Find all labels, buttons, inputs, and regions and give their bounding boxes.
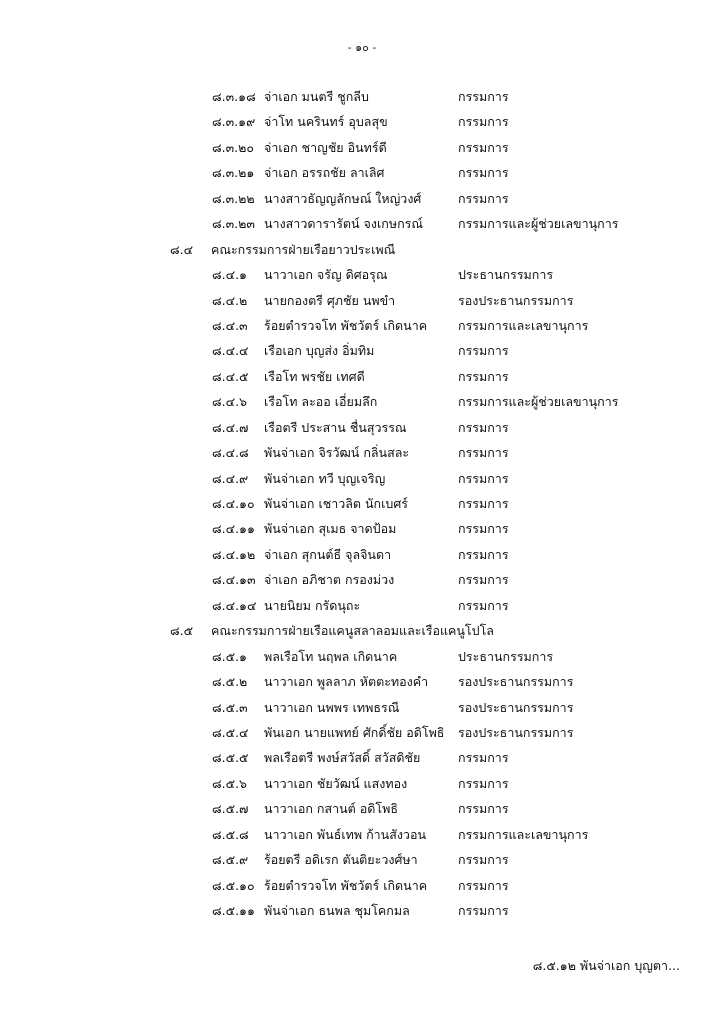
- member-role: กรรมการ: [458, 750, 509, 766]
- member-role: กรรมการ: [458, 419, 509, 435]
- continuation-note: ๘.๕.๑๒ พันจ่าเอก บุญตา...: [532, 958, 680, 973]
- section-title: คณะกรรมการฝ่ายเรือแคนูสลาลอมและเรือแคนูโปโล: [211, 623, 494, 639]
- member-name: พันจ่าเอก ทวี บุญเจริญ: [264, 470, 386, 486]
- member-row: [0, 135, 724, 160]
- member-role: ประธานกรรมการ: [458, 267, 554, 283]
- member-row: [0, 669, 724, 694]
- item-number: ๘.๔.๔: [212, 343, 249, 359]
- member-name: เรือโท ละออ เอี่ยมลึก: [264, 394, 378, 410]
- member-role: กรรมการ: [458, 546, 509, 562]
- item-number: ๘.๔.๖: [212, 394, 247, 410]
- member-name: จ่าเอก สุกนต์ธี จุลจินดา: [264, 546, 392, 562]
- member-row: [0, 288, 724, 313]
- item-number: ๘.๓.๒๒: [212, 190, 255, 206]
- member-role: กรรมการ: [458, 877, 509, 893]
- member-name: พันจ่าเอก สุเมธ จาดป้อม: [264, 521, 397, 537]
- member-role: กรรมการ: [458, 165, 509, 181]
- member-name: ร้อยตรี อดิเรก ตันติยะวงศ์ษา: [264, 852, 418, 868]
- item-number: ๘.๔.๕: [212, 368, 249, 384]
- item-number: ๘.๔.๑๓: [212, 572, 256, 588]
- member-name: นาวาเอก จรัญ ดิศอรุณ: [264, 267, 388, 283]
- member-name: เรือโท พรชัย เทศดี: [264, 368, 365, 384]
- member-row: [0, 440, 724, 465]
- member-name: จ่าเอก อรรถชัย ลาเลิศ: [264, 165, 385, 181]
- committee-list: [0, 84, 724, 923]
- member-name: พลเรือโท นฤพล เกิดนาค: [264, 648, 398, 664]
- item-number: ๘.๔.๑๐: [212, 496, 255, 511]
- member-row: [0, 211, 724, 236]
- member-role: กรรมการและเลขานุการ: [458, 826, 589, 842]
- member-row: [0, 491, 724, 516]
- member-row: [0, 389, 724, 414]
- member-role: กรรมการ: [458, 89, 509, 104]
- member-role: กรรมการ: [458, 139, 509, 155]
- member-role: กรรมการและผู้ช่วยเลขานุการ: [458, 394, 619, 410]
- item-number: ๘.๓.๒๐: [212, 139, 255, 155]
- member-name: จ่าเอก มนตรี ชูกลีบ: [264, 89, 369, 104]
- member-name: นางสาวดารารัตน์ จงเกษกรณ์: [264, 216, 423, 232]
- member-row: [0, 415, 724, 440]
- member-row: [0, 160, 724, 185]
- member-row: [0, 262, 724, 287]
- member-role: กรรมการ: [458, 597, 509, 613]
- member-row: [0, 822, 724, 847]
- member-row: [0, 516, 724, 541]
- item-number: ๘.๕.๒: [212, 674, 248, 690]
- section-heading: [0, 618, 724, 643]
- member-role: กรรมการ: [458, 572, 509, 588]
- member-role: กรรมการ: [458, 445, 509, 461]
- item-number: ๘.๕.๑๐: [212, 877, 255, 893]
- item-number: ๘.๕.๘: [212, 826, 249, 842]
- page-number: - ๑๐ -: [347, 41, 377, 54]
- member-row: [0, 313, 724, 338]
- member-row: [0, 84, 724, 109]
- item-number: ๘.๔.๗: [212, 419, 249, 435]
- member-name: พันจ่าเอก เชาวลิต นักเบศร์: [264, 496, 408, 511]
- member-name: นาวาเอก กสานต์ อดิโพธิ: [264, 801, 398, 817]
- member-row: [0, 593, 724, 618]
- member-name: นายกองตรี ศุภชัย นพขำ: [264, 292, 396, 308]
- member-row: [0, 364, 724, 389]
- member-role: ประธานกรรมการ: [458, 648, 554, 664]
- member-row: [0, 771, 724, 796]
- member-name: เรือตรี ประสาน ชื่นสุวรรณ: [264, 419, 407, 435]
- member-row: [0, 186, 724, 211]
- member-name: เรือเอก บุญส่ง อิ่มทิม: [264, 343, 375, 359]
- member-role: กรรมการ: [458, 470, 509, 486]
- member-role: กรรมการ: [458, 496, 509, 511]
- item-number: ๘.๓.๒๓: [212, 216, 255, 232]
- member-row: [0, 898, 724, 923]
- member-row: [0, 873, 724, 898]
- item-number: ๘.๔.๑๒: [212, 546, 256, 562]
- member-role: กรรมการ: [458, 801, 509, 817]
- member-name: นาวาเอก ชัยวัฒน์ แสงทอง: [264, 775, 408, 791]
- member-name: ร้อยตำรวจโท พัชวัตร์ เกิดนาค: [264, 877, 428, 893]
- member-role: กรรมการ: [458, 852, 509, 868]
- member-name: นาวาเอก พันธ์เทพ ก้านสังวอน: [264, 826, 426, 842]
- item-number: ๘.๕.๑: [212, 648, 247, 664]
- member-role: กรรมการ: [458, 521, 509, 537]
- item-number: ๘.๕.๖: [212, 775, 247, 791]
- member-role: รองประธานกรรมการ: [458, 699, 574, 715]
- member-name: จ่าเอก ชาญชัย อินทร์ดี: [264, 139, 387, 155]
- member-row: [0, 695, 724, 720]
- member-name: จ่าเอก อภิชาต กรองม่วง: [264, 572, 395, 588]
- item-number: ๘.๕.๑๑: [212, 903, 255, 918]
- item-number: ๘.๓.๑๙: [212, 114, 256, 130]
- member-role: กรรมการ: [458, 343, 509, 359]
- member-name: พันจ่าเอก ธนพล ชุมโคกมล: [264, 903, 410, 918]
- item-number: ๘.๔.๒: [212, 292, 248, 308]
- item-number: ๘.๓.๑๘: [212, 89, 256, 104]
- member-row: [0, 644, 724, 669]
- member-role: รองประธานกรรมการ: [458, 724, 574, 740]
- member-name: พันจ่าเอก จิรวัฒน์ กลิ่นสละ: [264, 445, 410, 461]
- section-number: ๘.๔: [170, 241, 194, 257]
- member-name: ร้อยตำรวจโท พัชวัตร์ เกิดนาค: [264, 317, 428, 333]
- member-row: [0, 720, 724, 745]
- member-role: กรรมการ: [458, 775, 509, 791]
- item-number: ๘.๕.๔: [212, 724, 249, 740]
- member-role: รองประธานกรรมการ: [458, 292, 574, 308]
- member-name: นาวาเอก นพพร เทพธรณี: [264, 699, 400, 715]
- member-row: [0, 567, 724, 592]
- member-name: พลเรือตรี พงษ์สวัสดิ์ สวัสดิชัย: [264, 750, 421, 766]
- section-number: ๘.๕: [170, 623, 194, 639]
- member-name: นางสาวธัญญลักษณ์ ใหญ่วงศ์: [264, 190, 422, 206]
- item-number: ๘.๔.๑๔: [212, 597, 257, 613]
- member-row: [0, 847, 724, 872]
- member-name: นาวาเอก พูลลาภ หัตตะทองคำ: [264, 674, 429, 690]
- member-row: [0, 466, 724, 491]
- member-role: กรรมการ: [458, 190, 509, 206]
- member-name: นายนิยม กรัดนุถะ: [264, 597, 361, 613]
- item-number: ๘.๕.๕: [212, 750, 249, 766]
- member-row: [0, 796, 724, 821]
- item-number: ๘.๕.๓: [212, 699, 248, 715]
- member-row: [0, 745, 724, 770]
- item-number: ๘.๔.๑๑: [212, 521, 255, 537]
- member-role: กรรมการและเลขานุการ: [458, 317, 589, 333]
- item-number: ๘.๔.๑: [212, 267, 247, 283]
- section-heading: [0, 237, 724, 262]
- item-number: ๘.๔.๓: [212, 317, 248, 333]
- member-row: [0, 109, 724, 134]
- item-number: ๘.๕.๗: [212, 801, 249, 817]
- member-role: รองประธานกรรมการ: [458, 674, 574, 690]
- item-number: ๘.๓.๒๑: [212, 165, 255, 181]
- member-role: กรรมการ: [458, 114, 509, 130]
- item-number: ๘.๕.๙: [212, 852, 249, 868]
- member-row: [0, 542, 724, 567]
- item-number: ๘.๔.๙: [212, 470, 249, 486]
- member-name: จ่าโท นครินทร์ อุบลสุข: [264, 114, 388, 130]
- item-number: ๘.๔.๘: [212, 445, 249, 461]
- member-role: กรรมการ: [458, 903, 509, 918]
- member-name: พันเอก นายแพทย์ ศักดิ์ชัย อดิโพธิ: [264, 724, 445, 740]
- member-role: กรรมการและผู้ช่วยเลขานุการ: [458, 216, 619, 232]
- member-row: [0, 338, 724, 363]
- member-role: กรรมการ: [458, 368, 509, 384]
- section-title: คณะกรรมการฝ่ายเรือยาวประเพณี: [211, 241, 396, 257]
